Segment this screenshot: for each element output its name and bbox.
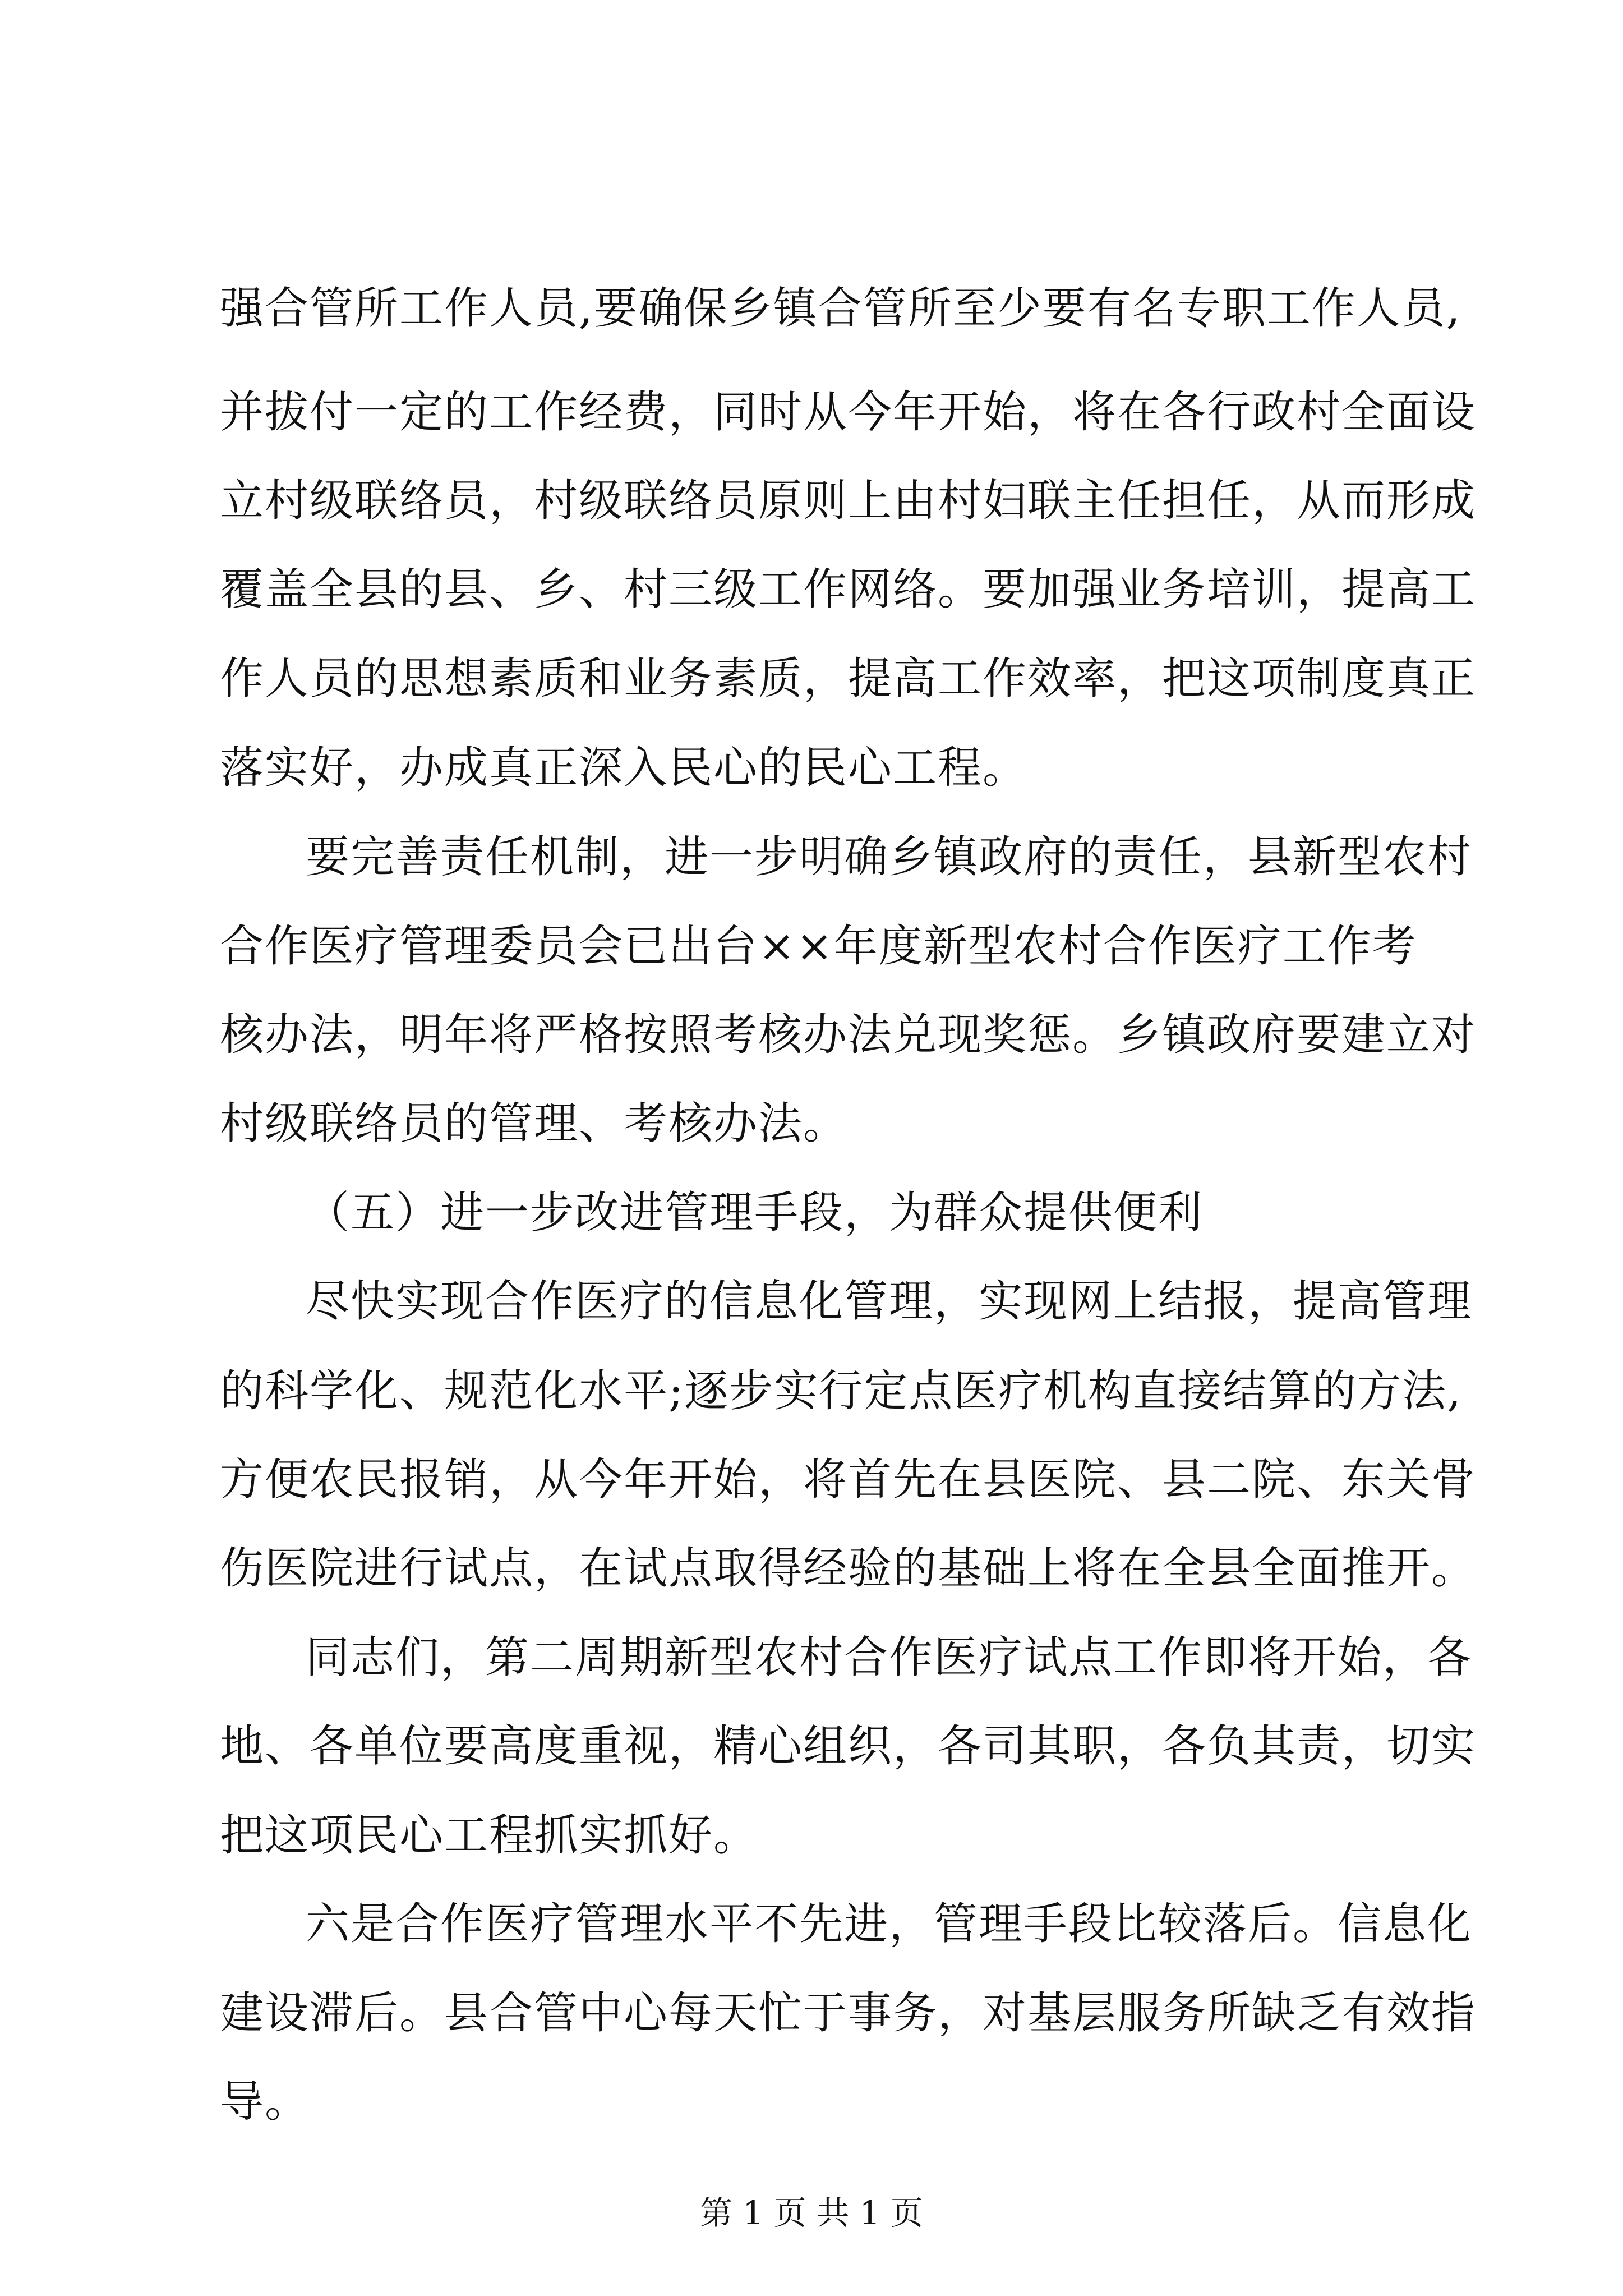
text-line: 强合管所工作人员,要确保乡镇合管所至少要有名专职工作人员, [220,283,1461,334]
text-line: 落实好，办成真正深入民心的民心工程。 [220,743,1028,793]
text-line: 村级联络员的管理、考核办法。 [220,1098,849,1149]
text-line: 导。 [220,2077,310,2127]
text-line: 同志们，第二周期新型农村合作医疗试点工作即将开始，各 [306,1632,1473,1683]
text-line: 的科学化、规范化水平;逐步实行定点医疗机构直接结算的方法, [220,1366,1463,1416]
text-line: 尽快实现合作医疗的信息化管理，实现网上结报，提高管理 [306,1276,1473,1327]
text-line: 方便农民报销，从今年开始，将首先在县医院、县二院、东关骨 [220,1455,1477,1505]
text-line: 把这项民心工程抓实抓好。 [220,1810,759,1861]
text-line: 地、各单位要高度重视，精心组织，各司其职，各负其责，切实 [220,1721,1477,1772]
text-line: 六是合作医疗管理水平不先进，管理手段比较落后。信息化 [306,1899,1473,1949]
text-line: 作人员的思想素质和业务素质，提高工作效率，把这项制度真正 [220,654,1477,704]
text-line: 立村级联络员，村级联络员原则上由村妇联主任担任，从而形成 [220,476,1477,526]
text-line: 合作医疗管理委员会已出台××年度新型农村合作医疗工作考 [220,921,1417,972]
text-line: 并拔付一定的工作经费，同时从今年开始，将在各行政村全面设 [220,387,1477,438]
text-line: 建设滞后。县合管中心每天忙于事务，对基层服务所缺乏有效指 [220,1988,1477,2039]
text-line: 伤医院进行试点，在试点取得经验的基础上将在全县全面推开。 [220,1543,1477,1594]
text-line: 核办法，明年将严格按照考核办法兑现奖惩。乡镇政府要建立对 [220,1010,1477,1060]
section-heading: （五）进一步改进管理手段，为群众提供便利 [306,1188,1204,1238]
page-footer: 第 1 页 共 1 页 [700,2194,923,2232]
text-line: 覆盖全县的县、乡、村三级工作网络。要加强业务培训，提高工 [220,564,1477,615]
text-line: 要完善责任机制，进一步明确乡镇政府的责任，县新型农村 [306,832,1473,882]
